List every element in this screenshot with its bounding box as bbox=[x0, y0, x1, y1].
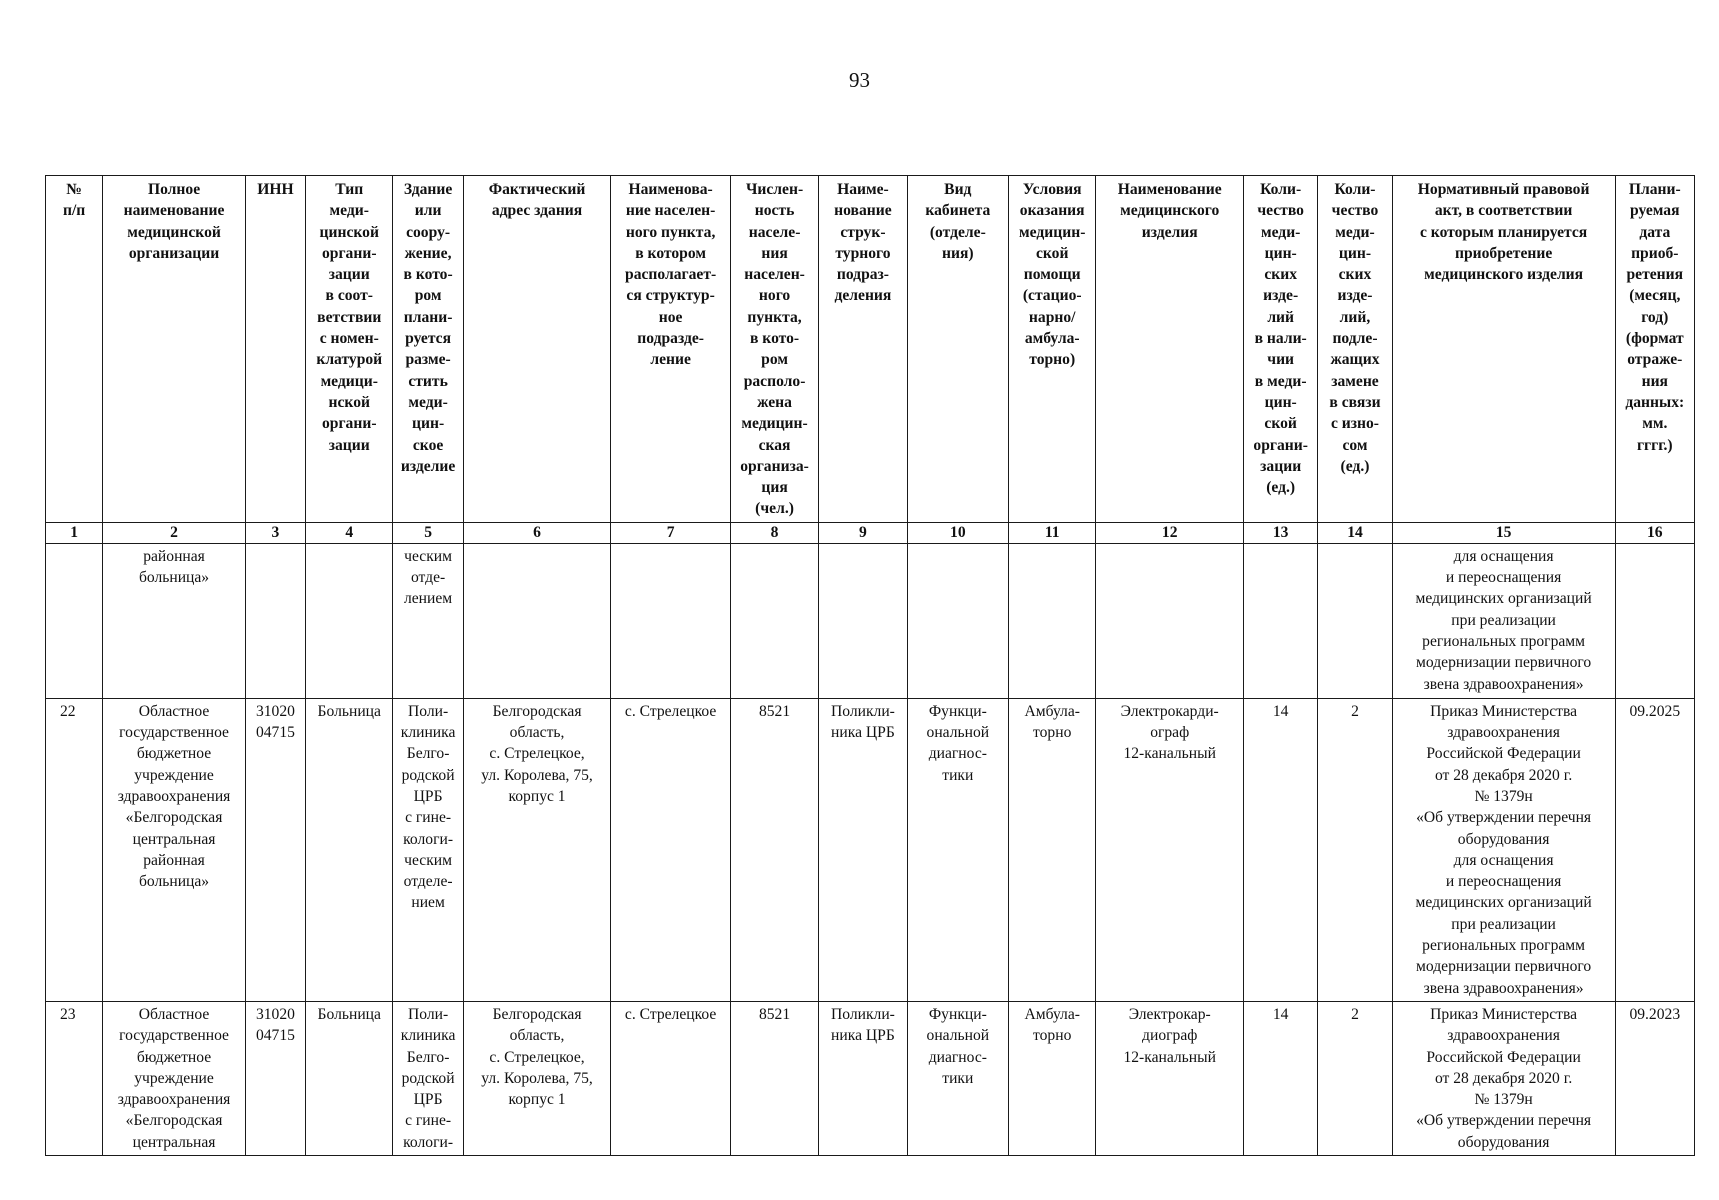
column-number: 15 bbox=[1392, 522, 1615, 543]
table-cell: Амбула- торно bbox=[1009, 1001, 1096, 1155]
column-number-row bbox=[46, 522, 1695, 543]
table-cell: для оснащения и переоснащения медицинских организаций при реализации региональных программ модернизации первичного звена здравоохранения» bbox=[1392, 543, 1615, 698]
header-cell: Здание или соору- жение, в кото- ром плани- руется разме- стить меди- цин- ское изделие bbox=[393, 176, 463, 523]
table-cell bbox=[907, 543, 1008, 698]
column-number: 3 bbox=[245, 522, 305, 543]
header-cell: Условия оказания медицин- ской помощи (стацио- нарно/ амбула- торно) bbox=[1009, 176, 1096, 523]
table-cell: Больница bbox=[306, 698, 393, 1001]
column-number: 2 bbox=[103, 522, 246, 543]
table-cell: Поликли- ника ЦРБ bbox=[819, 698, 907, 1001]
table-cell bbox=[245, 543, 305, 698]
table-cell: Поли- клиника Белго- родской ЦРБ с гине- кологи- ческим отделе- нием bbox=[393, 698, 463, 1001]
table-row bbox=[46, 1001, 1695, 1155]
table-cell bbox=[306, 543, 393, 698]
table-cell bbox=[1244, 543, 1318, 698]
header-cell: Наименова- ние населен- ного пункта, в котором располагает- ся структур- ное подразде- ление bbox=[611, 176, 731, 523]
table-cell: 8521 bbox=[730, 698, 818, 1001]
table-cell: с. Стрелецкое bbox=[611, 1001, 731, 1155]
page-number: 93 bbox=[849, 68, 870, 92]
table-cell: 31020 04715 bbox=[245, 698, 305, 1001]
table-cell: ческим отде- лением bbox=[393, 543, 463, 698]
column-number: 7 bbox=[611, 522, 731, 543]
table-cell: Амбула- торно bbox=[1009, 698, 1096, 1001]
table-cell: с. Стрелецкое bbox=[611, 698, 731, 1001]
table-cell: районная больница» bbox=[103, 543, 246, 698]
table-row bbox=[46, 698, 1695, 1001]
table-cell: Функци- ональной диагнос- тики bbox=[907, 1001, 1008, 1155]
header-cell: Нормативный правовой акт, в соответствии с которым планируется приобретение медицинского изделия bbox=[1392, 176, 1615, 523]
header-cell: № п/п bbox=[46, 176, 103, 523]
table-cell: Белгородская область, с. Стрелецкое, ул. Королева, 75, корпус 1 bbox=[463, 698, 611, 1001]
column-number: 12 bbox=[1096, 522, 1244, 543]
column-number: 9 bbox=[819, 522, 907, 543]
equipment-table bbox=[45, 175, 1695, 1156]
header-cell: Наиме- нование струк- турного подраз- деления bbox=[819, 176, 907, 523]
table-cell bbox=[46, 543, 103, 698]
table-cell: 2 bbox=[1318, 1001, 1392, 1155]
column-number: 6 bbox=[463, 522, 611, 543]
header-cell: Числен- ность населе- ния населен- ного пункта, в кото- ром располо- жена медицин- ская организа- ция (чел.) bbox=[730, 176, 818, 523]
column-number: 4 bbox=[306, 522, 393, 543]
table-cell: 23 bbox=[46, 1001, 103, 1155]
table-cell: Электрокарди- ограф 12-канальный bbox=[1096, 698, 1244, 1001]
column-number: 13 bbox=[1244, 522, 1318, 543]
header-row bbox=[46, 176, 1695, 523]
header-cell: ИНН bbox=[245, 176, 305, 523]
table-cell: Поли- клиника Белго- родской ЦРБ с гине- кологи- bbox=[393, 1001, 463, 1155]
column-number: 8 bbox=[730, 522, 818, 543]
table-cell bbox=[463, 543, 611, 698]
column-number: 14 bbox=[1318, 522, 1392, 543]
table-row bbox=[46, 543, 1695, 698]
table-cell bbox=[730, 543, 818, 698]
table-cell: 2 bbox=[1318, 698, 1392, 1001]
column-number: 16 bbox=[1615, 522, 1694, 543]
column-number: 1 bbox=[46, 522, 103, 543]
table-cell: Областное государственное бюджетное учреждение здравоохранения «Белгородская центральная bbox=[103, 1001, 246, 1155]
table-cell: 22 bbox=[46, 698, 103, 1001]
header-cell: Вид кабинета (отделе- ния) bbox=[907, 176, 1008, 523]
table-cell: Белгородская область, с. Стрелецкое, ул. Королева, 75, корпус 1 bbox=[463, 1001, 611, 1155]
table-cell: Больница bbox=[306, 1001, 393, 1155]
header-cell: Плани- руемая дата приоб- ретения (месяц, год) (формат отраже- ния данных: мм. гггг.) bbox=[1615, 176, 1694, 523]
table-cell: 09.2025 bbox=[1615, 698, 1694, 1001]
table-cell: Приказ Министерства здравоохранения Российской Федерации от 28 декабря 2020 г. № 1379н «Об утверждении перечня оборудования bbox=[1392, 1001, 1615, 1155]
column-number: 10 bbox=[907, 522, 1008, 543]
table-cell: 31020 04715 bbox=[245, 1001, 305, 1155]
table-cell bbox=[819, 543, 907, 698]
header-cell: Полное наименование медицинской организации bbox=[103, 176, 246, 523]
table-cell: Поликли- ника ЦРБ bbox=[819, 1001, 907, 1155]
column-number: 5 bbox=[393, 522, 463, 543]
column-number: 11 bbox=[1009, 522, 1096, 543]
table-cell: 14 bbox=[1244, 1001, 1318, 1155]
table-cell: Функци- ональной диагнос- тики bbox=[907, 698, 1008, 1001]
header-cell: Коли- чество меди- цин- ских изде- лий в нали- чии в меди- цин- ской органи- зации (ед.) bbox=[1244, 176, 1318, 523]
table-cell: Приказ Министерства здравоохранения Российской Федерации от 28 декабря 2020 г. № 1379н «Об утверждении перечня оборудования для оснащения и переоснащения медицинских организаций при реализации региональных программ модернизации первичного звена здравоохранения» bbox=[1392, 698, 1615, 1001]
table-cell: 09.2023 bbox=[1615, 1001, 1694, 1155]
table-cell bbox=[611, 543, 731, 698]
header-cell: Фактический адрес здания bbox=[463, 176, 611, 523]
table-cell bbox=[1096, 543, 1244, 698]
table-cell: Областное государственное бюджетное учреждение здравоохранения «Белгородская центральная районная больница» bbox=[103, 698, 246, 1001]
table-cell: 14 bbox=[1244, 698, 1318, 1001]
header-cell: Наименование медицинского изделия bbox=[1096, 176, 1244, 523]
table-cell: Электрокар- диограф 12-канальный bbox=[1096, 1001, 1244, 1155]
table-cell bbox=[1615, 543, 1694, 698]
table-cell bbox=[1009, 543, 1096, 698]
header-cell: Коли- чество меди- цин- ских изде- лий, подле- жащих замене в связи с изно- сом (ед.) bbox=[1318, 176, 1392, 523]
table-cell: 8521 bbox=[730, 1001, 818, 1155]
table-cell bbox=[1318, 543, 1392, 698]
header-cell: Тип меди- цинской органи- зации в соот- ветствии с номен- клатурой медици- нской органи- зации bbox=[306, 176, 393, 523]
